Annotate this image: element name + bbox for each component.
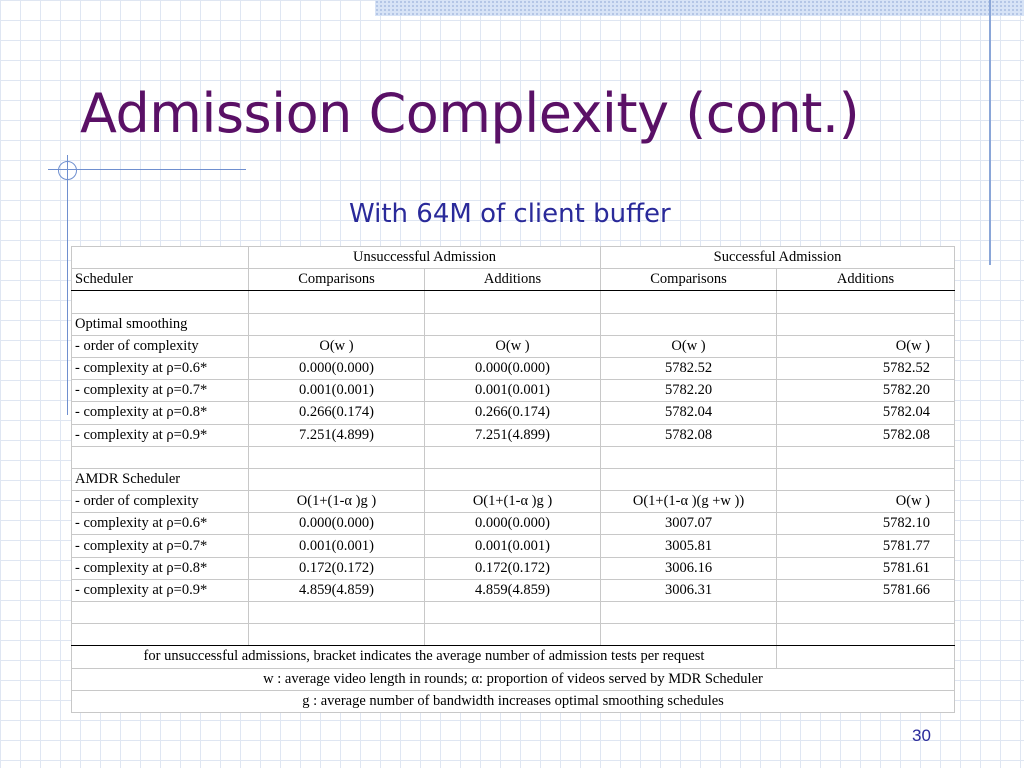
table-cell: O(1+(1-α )(g +w )) (601, 491, 777, 513)
table-cell: 3006.31 (601, 579, 777, 601)
table-row (72, 535, 955, 557)
group-header-unsuccessful: Unsuccessful Admission (249, 247, 601, 269)
table-spacer-row (72, 624, 955, 646)
column-header-comparisons: Comparisons (601, 269, 777, 291)
column-header-additions: Additions (777, 269, 955, 291)
row-label: - complexity at ρ=0.6* (72, 357, 249, 379)
table-cell: 5782.04 (601, 402, 777, 424)
table-cell: 0.000(0.000) (249, 357, 425, 379)
table-cell: 5781.66 (777, 579, 955, 601)
section-header-row (72, 313, 955, 335)
decorative-left-line (67, 155, 68, 415)
table-note: w : average video length in rounds; α: proportion of videos served by MDR Scheduler (72, 668, 955, 690)
table-spacer-row (72, 291, 955, 313)
table-note: g : average number of bandwidth increases optimal smoothing schedules (72, 690, 955, 712)
table-cell: 5781.77 (777, 535, 955, 557)
slide-title: Admission Complexity (cont.) (80, 82, 860, 145)
row-label: - complexity at ρ=0.9* (72, 579, 249, 601)
column-header-additions: Additions (425, 269, 601, 291)
table-cell: 7.251(4.899) (249, 424, 425, 446)
table-cell: 5782.08 (777, 424, 955, 446)
table-cell: 5782.10 (777, 513, 955, 535)
decorative-right-line (989, 0, 991, 265)
table-row (72, 380, 955, 402)
table-note: for unsuccessful admissions, bracket indicates the average number of admission tests per request (72, 646, 777, 668)
table-cell (72, 247, 249, 269)
column-header-comparisons: Comparisons (249, 269, 425, 291)
table-cell: O(w ) (777, 491, 955, 513)
row-label: - complexity at ρ=0.6* (72, 513, 249, 535)
table-cell: O(1+(1-α )g ) (249, 491, 425, 513)
section-title: AMDR Scheduler (72, 468, 249, 490)
table-note-row (72, 690, 955, 712)
table-row (72, 335, 955, 357)
table-column-header-row (72, 269, 955, 291)
page-number: 30 (912, 726, 931, 745)
table-cell: 0.000(0.000) (425, 513, 601, 535)
table-cell: 5782.08 (601, 424, 777, 446)
table-row (72, 557, 955, 579)
table-cell: O(w ) (601, 335, 777, 357)
table-cell: 5782.20 (777, 380, 955, 402)
table-cell: 3006.16 (601, 557, 777, 579)
table-cell: 5782.52 (777, 357, 955, 379)
table-cell: O(w ) (777, 335, 955, 357)
decorative-top-bar (375, 0, 1024, 16)
table-cell: 0.172(0.172) (249, 557, 425, 579)
table-cell: 0.001(0.001) (249, 380, 425, 402)
section-title: Optimal smoothing (72, 313, 249, 335)
table-cell: 0.001(0.001) (425, 380, 601, 402)
table-cell: 7.251(4.899) (425, 424, 601, 446)
slide-subtitle: With 64M of client buffer (349, 199, 671, 229)
table-spacer-row (72, 602, 955, 624)
table-cell: 0.000(0.000) (425, 357, 601, 379)
table-cell: 4.859(4.859) (249, 579, 425, 601)
row-label: - order of complexity (72, 335, 249, 357)
table-cell: O(w ) (249, 335, 425, 357)
table-cell: 5782.52 (601, 357, 777, 379)
row-label: - complexity at ρ=0.8* (72, 402, 249, 424)
table-group-header-row (72, 247, 955, 269)
row-label: - complexity at ρ=0.7* (72, 535, 249, 557)
table-cell: 3007.07 (601, 513, 777, 535)
table-row (72, 491, 955, 513)
table-note-row (72, 668, 955, 690)
table-row (72, 357, 955, 379)
table-cell: O(w ) (425, 335, 601, 357)
table-cell: O(1+(1-α )g ) (425, 491, 601, 513)
table-row (72, 402, 955, 424)
decorative-circle-icon (58, 161, 77, 180)
row-label: - complexity at ρ=0.9* (72, 424, 249, 446)
group-header-successful: Successful Admission (601, 247, 955, 269)
row-label: - complexity at ρ=0.7* (72, 380, 249, 402)
table-cell: 0.266(0.174) (249, 402, 425, 424)
column-header-scheduler: Scheduler (72, 269, 249, 291)
table-cell: 5781.61 (777, 557, 955, 579)
row-label: - order of complexity (72, 491, 249, 513)
table-cell: 0.001(0.001) (249, 535, 425, 557)
table-cell: 5782.20 (601, 380, 777, 402)
table-cell: 5782.04 (777, 402, 955, 424)
table-cell: 4.859(4.859) (425, 579, 601, 601)
table-cell: 0.172(0.172) (425, 557, 601, 579)
row-label: - complexity at ρ=0.8* (72, 557, 249, 579)
table-cell: 0.266(0.174) (425, 402, 601, 424)
table-note-row (72, 646, 955, 668)
table-cell: 0.000(0.000) (249, 513, 425, 535)
table-row (72, 513, 955, 535)
table-row (72, 579, 955, 601)
decorative-title-rule (48, 169, 246, 170)
table-cell: 0.001(0.001) (425, 535, 601, 557)
table-cell: 3005.81 (601, 535, 777, 557)
complexity-table (71, 246, 955, 713)
table-spacer-row (72, 446, 955, 468)
table-row (72, 424, 955, 446)
section-header-row (72, 468, 955, 490)
